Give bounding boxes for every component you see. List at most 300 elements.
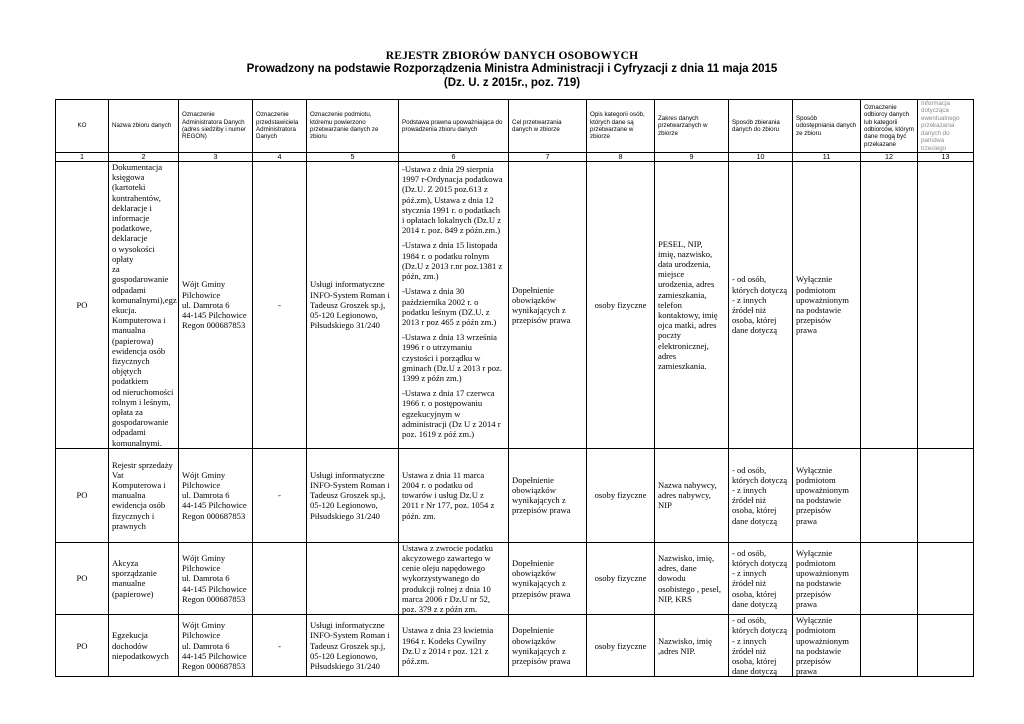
sharing-method-cell-line: przepisów [796, 315, 832, 326]
data-scope-cell-line: data urodzenia, [658, 258, 711, 269]
legal-basis-paragraph [402, 240, 505, 281]
dataset-name-cell-line: gospodarowanie [112, 417, 169, 428]
dataset-name-cell-line: opłata za [112, 406, 143, 417]
sharing-method-cell-line: Wyłącznie [796, 547, 833, 558]
person-category-cell-line: osoby fizyczne [594, 299, 647, 310]
purpose-cell-line: przepisów prawa [512, 655, 571, 666]
legal-basis-paragraph [402, 388, 505, 439]
legal-basis-line: 2011 r Nr 177, poz. 1054 z [402, 500, 495, 511]
data-scope-cell-line: NIP, KRS [658, 593, 692, 604]
dataset-name-cell-line: Dokumentacja [112, 162, 163, 173]
data-scope-cell-line: Nazwisko, imię, [658, 552, 715, 563]
ko-cell-line: PO [76, 573, 88, 584]
table-row [56, 615, 974, 677]
collection-method-cell-line: źródeł niż [732, 578, 767, 589]
collection-method-cell-line: - od osób, [732, 547, 767, 558]
processor-cell-line: INFO-System Roman i [310, 289, 390, 300]
dataset-name-cell-line: Komputerowa i [112, 315, 166, 326]
dataset-name-cell-line: za gospodarowanie [112, 264, 169, 285]
sharing-method-cell [793, 615, 861, 677]
sharing-method-cell [793, 162, 861, 449]
person-category-cell-line: osoby fizyczne [594, 573, 647, 584]
dataset-name-cell-line: deklaracje i [112, 202, 152, 213]
recipients-cell [861, 542, 918, 614]
purpose-cell-line: obowiązków [512, 568, 556, 579]
legal-basis-line: 1966 r. o postępowaniu [402, 398, 483, 409]
legal-basis-line: podatku leśnym (DZ.U. z [402, 306, 490, 317]
column-header-purpose: Cel przetwarzania danych w zbiorze [509, 100, 587, 153]
dataset-name-cell-line: Vat [112, 469, 124, 480]
collection-method-cell-line: źródeł niż [732, 645, 767, 656]
dataset-name-cell-line: podatkowe, [112, 223, 152, 234]
sharing-method-cell-line: Wyłącznie [796, 274, 833, 285]
purpose-cell-line: Dopełnienie [512, 474, 554, 485]
administrator-cell-line: Wójt Gminy [182, 469, 226, 480]
legal-basis-paragraph [402, 470, 505, 521]
processor-cell-line: Usługi informatyczne [310, 279, 385, 290]
ko-cell [56, 162, 109, 449]
ko-cell [56, 615, 109, 677]
column-number: 12 [861, 153, 918, 162]
column-header-data-scope: Zakres danych przetwarzanych w zbiorze [655, 100, 729, 153]
sharing-method-cell-line: na podstawie [796, 578, 842, 589]
dataset-name-cell-line: prawnych [112, 520, 146, 531]
legal-basis-line: 1399 z późn zm.) [402, 372, 462, 383]
legal-basis-line: Ustawa z dnia 23 kwietnia [402, 625, 494, 636]
dataset-name-cell-line: manualna [112, 490, 146, 501]
person-category-cell [587, 162, 655, 449]
administrator-cell-line: Pilchowice [182, 630, 221, 641]
collection-method-cell-line: - z innych [732, 485, 767, 496]
sharing-method-cell-line: przepisów [796, 588, 832, 599]
data-scope-cell-line: imię, nazwisko, [658, 248, 713, 259]
dataset-name-cell-line: deklaracje [112, 233, 148, 244]
column-header-person-categories: Opis kategorii osób, których dane są przetwarzane w zbiorze [587, 100, 655, 153]
collection-method-cell-line: - od osób, [732, 615, 767, 626]
column-number: 9 [655, 153, 729, 162]
column-number: 11 [793, 153, 861, 162]
data-scope-cell-line: PESEL, NIP, [658, 238, 703, 249]
administrator-cell-line: ul. Damrota 6 [182, 299, 230, 310]
ko-cell [56, 448, 109, 542]
collection-method-cell-line: źródeł niż [732, 495, 767, 506]
dataset-name-cell-line: informacje [112, 213, 150, 224]
purpose-cell [509, 615, 587, 677]
representative-cell-line: - [278, 299, 281, 310]
data-scope-cell-line: urodzenia, adres [658, 279, 715, 290]
legal-basis-line: 1984 r. o podatku rolnym [402, 250, 490, 261]
dataset-name-cell-line: fizycznych [112, 355, 150, 366]
purpose-cell-line: Dopełnienie [512, 625, 554, 636]
data-scope-cell [655, 448, 729, 542]
collection-method-cell-line: osoba, której [732, 315, 777, 326]
sharing-method-cell-line: na podstawie [796, 304, 842, 315]
column-header-recipients: Oznaczenie odbiorcy danych lub kategorii odbiorców, którym dane mogą być przekazane [861, 100, 918, 153]
administrator-cell-line: Pilchowice [182, 479, 221, 490]
sharing-method-cell-line: upoważnionym [796, 568, 849, 579]
dataset-name-cell-line: ekucja. [112, 304, 137, 315]
column-header-representative: Oznaczenie przedstawiciela Administratora Danych [253, 100, 307, 153]
dataset-name-cell-line: Rejestr sprzedaży [112, 459, 173, 470]
column-header-administrator: Oznaczenie Administratora Danych (adres siedziby i numer REGON) [179, 100, 253, 153]
dataset-name-cell-line: Akcyza [112, 558, 139, 569]
column-number: 7 [509, 153, 587, 162]
column-header-row [56, 100, 974, 153]
legal-basis-line: produkcji rolnej z dnia 10 [402, 583, 491, 594]
person-category-cell-line: osoby fizyczne [594, 640, 647, 651]
column-number: 3 [179, 153, 253, 162]
legal-basis-line: późn, zm.) [402, 271, 439, 282]
column-number: 1 [56, 153, 109, 162]
person-category-cell [587, 448, 655, 542]
legal-basis-line: 1996 r o utrzymaniu [402, 342, 472, 353]
administrator-cell-line: Regon 000687853 [182, 320, 246, 331]
processor-cell [307, 162, 399, 449]
column-header-legal-basis: Podstawa prawna upoważniająca do prowadzenia zbioru danych [399, 100, 509, 153]
sharing-method-cell-line: Wyłącznie [796, 615, 833, 626]
sharing-method-cell [793, 448, 861, 542]
legal-basis-paragraph [402, 332, 505, 383]
sharing-method-cell-line: przepisów [796, 655, 832, 666]
processor-cell-line: Piłsudskiego 31/240 [310, 510, 380, 521]
person-category-cell [587, 615, 655, 677]
person-category-cell-line: osoby fizyczne [594, 490, 647, 501]
legal-basis-cell [399, 542, 509, 614]
sharing-method-cell-line: podmiotom [796, 474, 836, 485]
legal-basis-line: cenie oleju napędowego [402, 563, 486, 574]
dataset-name-cell-line: o wysokości opłaty [112, 243, 155, 264]
data-scope-cell-line: poczty [658, 330, 681, 341]
administrator-cell-line: Regon 000687853 [182, 593, 246, 604]
dataset-name-cell-line: niepodatkowych [112, 650, 169, 661]
dataset-name-cell [109, 448, 179, 542]
legal-basis-line: października 2002 r. o [402, 296, 479, 307]
dataset-name-cell-line: rolnym i leśnym, [112, 396, 171, 407]
sharing-method-cell-line: upoważnionym [796, 635, 849, 646]
collection-method-cell-line: - z innych [732, 294, 767, 305]
column-header-processor: Oznaczenie podmiotu, któremu powierzono przetwarzanie danych ze zbioru [307, 100, 399, 153]
collection-method-cell-line: źródeł niż [732, 304, 767, 315]
legal-basis-line: -Ustawa z dnia 29 sierpnia [402, 164, 494, 175]
representative-cell [253, 615, 307, 677]
purpose-cell-line: obowiązków [512, 485, 556, 496]
data-scope-cell [655, 542, 729, 614]
dataset-name-cell-line: objętych podatkiem [112, 366, 149, 387]
processor-cell-line: Tadeusz Groszek sp.j, [310, 640, 386, 651]
column-header-third-country: Informacja dotycząca ewentualnego przekazania danych do państwa trzeciego [918, 100, 974, 153]
dataset-name-cell-line: komunalnymi. [112, 437, 162, 448]
recipients-cell [861, 615, 918, 677]
data-scope-cell-line: dowodu [658, 573, 686, 584]
legal-basis-line: administracji (Dz U z 2014 r [402, 418, 501, 429]
sharing-method-cell-line: prawa [796, 598, 817, 609]
processor-cell-line: Piłsudskiego 31/240 [310, 320, 380, 331]
processor-cell-line: Piłsudskiego 31/240 [310, 661, 380, 672]
administrator-cell [179, 542, 253, 614]
column-number: 8 [587, 153, 655, 162]
dataset-name-cell-line: Egzekucja [112, 630, 148, 641]
data-scope-cell [655, 162, 729, 449]
collection-method-cell [729, 542, 793, 614]
purpose-cell-line: obowiązków [512, 635, 556, 646]
purpose-cell [509, 542, 587, 614]
data-scope-cell-line: miejsce [658, 269, 685, 280]
table-row [56, 542, 974, 614]
administrator-cell [179, 615, 253, 677]
sharing-method-cell-line: Wyłącznie [796, 464, 833, 475]
recipients-cell [861, 448, 918, 542]
administrator-cell-line: Pilchowice [182, 563, 221, 574]
legal-basis-cell [399, 448, 509, 542]
sharing-method-cell-line: prawa [796, 515, 817, 526]
legal-basis-paragraph [402, 543, 505, 614]
purpose-cell-line: Dopełnienie [512, 284, 554, 295]
administrator-cell-line: ul. Damrota 6 [182, 640, 230, 651]
column-number: 6 [399, 153, 509, 162]
legal-basis-line: stycznia 1991 r. o podatkach [402, 204, 501, 215]
processor-cell [307, 615, 399, 677]
dataset-name-cell-line: sporządzanie [112, 568, 157, 579]
legal-basis-line: -Ustawa z dnia 17 czerwca [402, 388, 495, 399]
legal-basis-line: akcyzowego zawartego w [402, 552, 491, 563]
dataset-name-cell-line: (papierowe) [112, 588, 154, 599]
administrator-cell [179, 448, 253, 542]
purpose-cell-line: przepisów prawa [512, 505, 571, 516]
column-number-row [56, 153, 974, 162]
legal-basis-cell [399, 615, 509, 677]
ko-cell-line: PO [76, 299, 88, 310]
column-header-sharing-method: Sposób udostępniania danych ze zbioru [793, 100, 861, 153]
collection-method-cell-line: - z innych [732, 635, 767, 646]
representative-cell-line: - [278, 490, 281, 501]
legal-basis-line: 2004 r. o podatku od [402, 479, 473, 490]
processor-cell [307, 448, 399, 542]
collection-method-cell-line: dane dotyczą [732, 598, 778, 609]
sharing-method-cell-line: przepisów [796, 505, 832, 516]
administrator-cell-line: Wójt Gminy [182, 279, 226, 290]
collection-method-cell [729, 615, 793, 677]
sharing-method-cell [793, 542, 861, 614]
dataset-name-cell-line: fizycznych i [112, 510, 155, 521]
sharing-method-cell-line: prawa [796, 666, 817, 677]
legal-basis-line: (Dz.U z 2013 r.nr poz.1381 z [402, 260, 503, 271]
sharing-method-cell-line: podmiotom [796, 284, 836, 295]
table-row [56, 448, 974, 542]
legal-basis-line: gminach (Dz.U z 2013 r poz. [402, 362, 502, 373]
dataset-name-cell-line: (papierowa) [112, 335, 154, 346]
dataset-name-cell-line: manualne [112, 578, 146, 589]
collection-method-cell-line: osoba, której [732, 588, 777, 599]
collection-method-cell-line: dane dotyczą [732, 515, 778, 526]
dataset-name-cell-line: ewidencja osób [112, 500, 166, 511]
processor-cell-line: Tadeusz Groszek sp.j, [310, 490, 386, 501]
data-scope-cell-line: zamieszkania. [658, 361, 707, 372]
dataset-name-cell-line: komunalnymi),egz [112, 294, 177, 305]
legal-basis-line: towarów i usług Dz.U z [402, 490, 484, 501]
column-number: 10 [729, 153, 793, 162]
purpose-cell-line: wynikających z [512, 304, 566, 315]
processor-cell-line: 05-120 Legionowo, [310, 310, 378, 320]
dataset-name-cell [109, 542, 179, 614]
administrator-cell-line: Wójt Gminy [182, 620, 226, 631]
legal-basis-line: -Ustawa z dnia 13 września [402, 332, 497, 343]
collection-method-cell-line: których dotyczą [732, 558, 788, 569]
administrator-cell-line: Regon 000687853 [182, 661, 246, 672]
representative-cell [253, 448, 307, 542]
legal-basis-line: Ustawa z dnia 11 marca [402, 469, 485, 480]
legal-basis-line: egzekucyjnym w [402, 408, 461, 419]
data-scope-cell-line: adres [658, 350, 677, 361]
administrator-cell-line: 44-145 Pilchowice [182, 310, 247, 320]
legal-basis-line: późn. zm. [402, 510, 436, 521]
data-scope-cell-line: zamieszkania, [658, 289, 707, 300]
legal-basis-line: czystości i porządku w [402, 352, 481, 363]
legal-basis-paragraph [402, 164, 505, 235]
collection-method-cell-line: osoba, której [732, 655, 777, 666]
dataset-name-cell-line: Komputerowa i [112, 479, 166, 490]
collection-method-cell-line: dane dotyczą [732, 325, 778, 336]
legal-basis-line: 1997 r-Ordynacja podatkowa [402, 174, 503, 185]
processor-cell-line: INFO-System Roman i [310, 479, 390, 490]
purpose-cell-line: wynikających z [512, 578, 566, 589]
legal-basis-line: poz. 1619 z póź zm.) [402, 428, 475, 439]
third-country-cell [918, 448, 974, 542]
purpose-cell-line: wynikających z [512, 645, 566, 656]
dataset-name-cell-line: odpadami [112, 284, 146, 295]
dataset-name-cell-line: dochodów [112, 640, 148, 651]
legal-basis-line: 1964 r. Kodeks Cywilny [402, 635, 487, 646]
column-header-ko: KO [56, 100, 109, 153]
administrator-cell-line: 44-145 Pilchowice [182, 650, 247, 661]
legal-basis-line: -Ustawa z dnia 30 [402, 286, 465, 297]
dataset-name-cell [109, 615, 179, 677]
collection-method-cell-line: których dotyczą [732, 625, 788, 636]
purpose-cell [509, 448, 587, 542]
data-scope-cell-line: ,adres NIP. [658, 645, 696, 656]
representative-cell-line: - [278, 640, 281, 651]
sharing-method-cell-line: na podstawie [796, 645, 842, 656]
sharing-method-cell-line: na podstawie [796, 495, 842, 506]
data-scope-cell-line: adres nabywcy, [658, 490, 711, 501]
administrator-cell-line: 44-145 Pilchowice [182, 583, 247, 594]
data-scope-cell-line: Nazwisko, imię [658, 635, 712, 646]
legal-basis-line: wykorzystywanego do [402, 573, 480, 584]
data-scope-cell-line: Nazwa nabywcy, [658, 479, 717, 490]
legal-basis-line: póź.zm), Ustawa z dnia 12 [402, 194, 494, 205]
legal-basis-line: 2013 r poz 465 z późn zm.) [402, 316, 497, 327]
legal-basis-paragraph [402, 286, 505, 327]
legal-basis-line: i opłatach lokalnych (Dz.U z [402, 215, 502, 226]
register-body [56, 162, 974, 677]
administrator-cell-line: 44-145 Pilchowice [182, 500, 247, 511]
ko-cell-line: PO [76, 640, 88, 651]
legal-basis-paragraph [402, 625, 505, 666]
representative-cell [253, 162, 307, 449]
collection-method-cell-line: osoba, której [732, 505, 777, 516]
dataset-name-cell-line: księgowa (kartoteki [112, 172, 146, 193]
legal-basis-line: (Dz.U. Z 2015 poz.613 z [402, 184, 488, 195]
recipients-cell [861, 162, 918, 449]
column-number: 5 [307, 153, 399, 162]
data-scope-cell [655, 615, 729, 677]
administrator-cell-line: Wójt Gminy [182, 552, 226, 563]
third-country-cell [918, 162, 974, 449]
processor-cell [307, 542, 399, 614]
representative-cell [253, 542, 307, 614]
ko-cell [56, 542, 109, 614]
document-subtitle: Prowadzony na podstawie Rozporządzenia Ministra Administracji i Cyfryzacji z dnia 11 maja 2015 [246, 63, 778, 75]
data-scope-cell-line: elektronicznej, [658, 340, 709, 351]
sharing-method-cell-line: podmiotom [796, 625, 836, 636]
ko-cell-line: PO [76, 490, 88, 501]
processor-cell-line: 05-120 Legionowo, [310, 500, 378, 511]
third-country-cell [918, 542, 974, 614]
legal-basis-line: -Ustawa z dnia 15 listopada [402, 240, 498, 251]
administrator-cell-line: ul. Damrota 6 [182, 490, 230, 501]
sharing-method-cell-line: prawa [796, 325, 817, 336]
legal-basis-cell [399, 162, 509, 449]
administrator-cell-line: ul. Damrota 6 [182, 573, 230, 584]
administrator-cell-line: Pilchowice [182, 289, 221, 300]
table-row [56, 162, 974, 449]
purpose-cell-line: wynikających z [512, 495, 566, 506]
sharing-method-cell-line: upoważnionym [796, 485, 849, 496]
column-header-dataset-name: Nazwa zbioru danych [109, 100, 179, 153]
collection-method-cell [729, 162, 793, 449]
collection-method-cell [729, 448, 793, 542]
data-scope-cell-line: adres, dane [658, 563, 697, 574]
sharing-method-cell-line: podmiotom [796, 558, 836, 569]
data-scope-cell-line: NIP [658, 500, 672, 511]
collection-method-cell-line: dane dotyczą [732, 666, 778, 677]
collection-method-cell-line: których dotyczą [732, 474, 788, 485]
processor-cell-line: Usługi informatyczne [310, 469, 385, 480]
dataset-name-cell-line: manualna [112, 325, 146, 336]
purpose-cell-line: przepisów prawa [512, 588, 571, 599]
collection-method-cell-line: - od osób, [732, 274, 767, 285]
legal-basis-line: póź.zm. [402, 655, 430, 666]
legal-basis-line: marca 2006 r Dz.U nr 52, [402, 593, 491, 604]
collection-method-cell-line: - od osób, [732, 464, 767, 475]
dataset-name-cell-line: ewidencja osób [112, 345, 166, 356]
data-scope-cell-line: osobistego , pesel, [658, 583, 722, 594]
sharing-method-cell-line: upoważnionym [796, 294, 849, 305]
collection-method-cell-line: których dotyczą [732, 284, 788, 295]
data-scope-cell-line: telefon [658, 299, 682, 310]
administrator-cell-line: Regon 000687853 [182, 510, 246, 521]
column-number: 2 [109, 153, 179, 162]
purpose-cell-line: Dopełnienie [512, 558, 554, 569]
column-number: 13 [918, 153, 974, 162]
purpose-cell-line: przepisów prawa [512, 315, 571, 326]
processor-cell-line: Usługi informatyczne [310, 620, 385, 631]
data-scope-cell-line: ojca matki, adres [658, 320, 717, 331]
column-header-collection-method: Sposób zbierania danych do zbioru [729, 100, 793, 153]
column-number: 4 [253, 153, 307, 162]
document-title: REJESTR ZBIORÓW DANYCH OSOBOWYCH [385, 50, 639, 62]
collection-method-cell-line: - z innych [732, 568, 767, 579]
legal-basis-line: 2014 r. poz. 849 z późn.zm.) [402, 225, 501, 236]
legal-basis-line: poz. 379 z z późn zm. [402, 603, 478, 614]
processor-cell-line: INFO-System Roman i [310, 630, 390, 641]
legal-basis-line: Ustawa z zwrocie podatku [402, 542, 493, 553]
third-country-cell [918, 615, 974, 677]
purpose-cell [509, 162, 587, 449]
purpose-cell-line: obowiązków [512, 294, 556, 305]
processor-cell-line: Tadeusz Groszek sp.j, [310, 299, 386, 310]
person-category-cell [587, 542, 655, 614]
legal-basis-line: Dz.U z 2014 r poz. 121 z [402, 645, 489, 656]
